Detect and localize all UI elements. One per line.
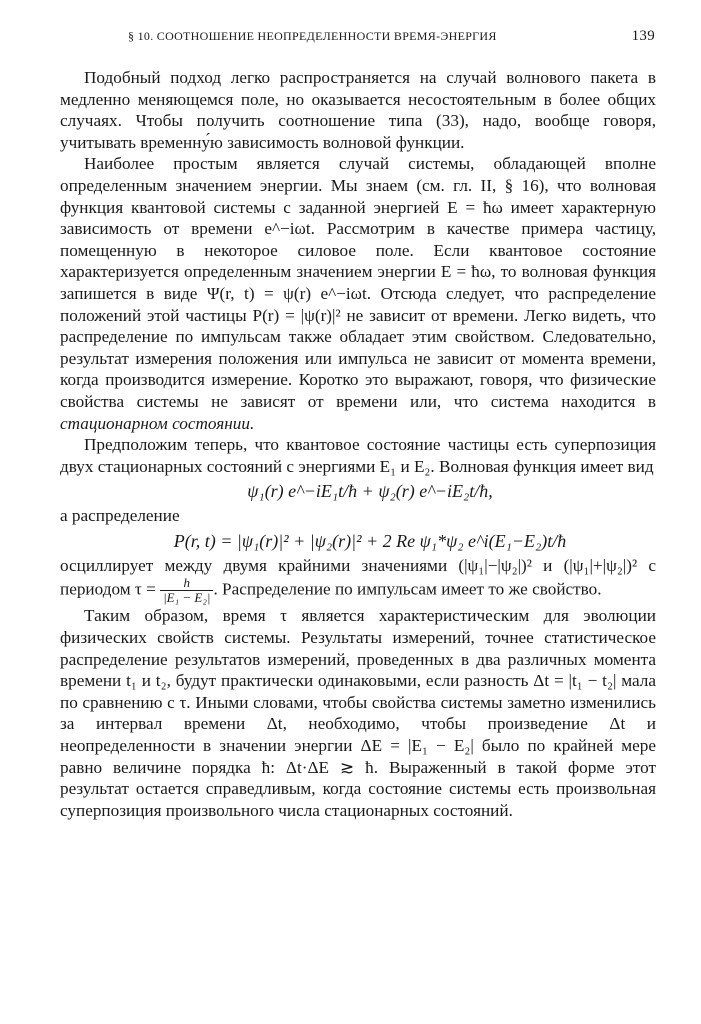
- page-header: [128, 28, 655, 45]
- paragraph-3: Предположим теперь, что квантовое состояние частицы есть суперпозиция двух стационарных состояний с энергиями E₁ и E₂. Волновая функция имеет вид: [60, 435, 656, 476]
- paragraph-5-text-b: . Распределение по импульсам имеет то же свойство.: [213, 579, 602, 599]
- formula-wavefunction: ψ₁(r) e^−iE₁t/ħ + ψ₂(r) e^−iE₂t/ħ,: [247, 481, 493, 502]
- paragraph-2-emphasis: стационарном состоянии.: [60, 413, 255, 433]
- body-text: [60, 67, 656, 821]
- formula-distribution: P(r, t) = |ψ₁(r)|² + |ψ₂(r)|² + 2 Re ψ₁*ψ₂ e^i(E₁−E₂)t/ħ: [173, 530, 567, 551]
- paragraph-5-text-a: осциллирует между двумя крайними значениями (|ψ₁|−|ψ₂|)² и (|ψ₁|+|ψ₂|)² с периодом τ =: [60, 555, 656, 599]
- paragraph-4: а распределение: [60, 506, 180, 526]
- paragraph-2: [60, 153, 656, 434]
- fraction-denominator: |E₁ − E₂|: [163, 590, 211, 606]
- period-fraction: [160, 576, 213, 605]
- paragraph-1: Подобный подход легко распространяется на случай волнового пакета в медленно меняющемся поле, но оказывается несостоятельным в более общих случаях. Чтобы получить соотношение типа (33), надо, вообще говоря, учитывать временну́ю зависимость волновой функции.: [60, 68, 656, 152]
- running-title: § 10. СООТНОШЕНИЕ НЕОПРЕДЕЛЕННОСТИ ВРЕМЯ-ЭНЕРГИЯ: [128, 29, 497, 43]
- page-number: 139: [631, 28, 655, 44]
- fraction-numerator: h: [160, 576, 213, 591]
- paragraph-5: [60, 555, 656, 606]
- paragraph-2-text: Наиболее простым является случай системы, обладающей вполне определенным значением энергии. Мы знаем (см. гл. II, § 16), что волновая функция квантовой системы с заданной энергией E = ħω имеет характерную зависимость от времени e^−iωt. Рассмотрим в качестве примера частицу, помещенную в некоторое силовое поле. Если квантовое состояние характеризуется определенным значением энергии E = ħω, то волновая функция запишется в виде Ψ(r, t) = ψ(r) e^−iωt. Отсюда следует, что распределение положений этой частицы P(r) = |ψ(r)|² не зависит от времени. Легко видеть, что распределение по импульсам также обладает этим свойством. Следовательно, результат измерения положения или импульса не зависит от момента времени, когда производится измерение. Коротко это выражают, говоря, что физические свойства системы не зависят от времени или, что система находится в: [60, 154, 656, 411]
- paragraph-6: Таким образом, время τ является характеристическим для эволюции физических свойств системы. Результаты измерений, точнее статистическое распределение результатов измерений, проведенных в два различных момента времени t₁ и t₂, будут практически одинаковыми, если разность Δt = |t₁ − t₂| мала по сравнению с τ. Иными словами, чтобы свойства системы заметно изменились за интервал времени Δt, необходимо, чтобы произведение Δt и неопределенности в значении энергии ΔE = |E₁ − E₂| было по крайней мере равно величине порядка ħ: Δt·ΔE ≳ ħ. Выраженный в такой форме этот результат остается справедливым, когда состояние системы есть произвольная суперпозиция произвольного числа стационарных состояний.: [60, 606, 656, 820]
